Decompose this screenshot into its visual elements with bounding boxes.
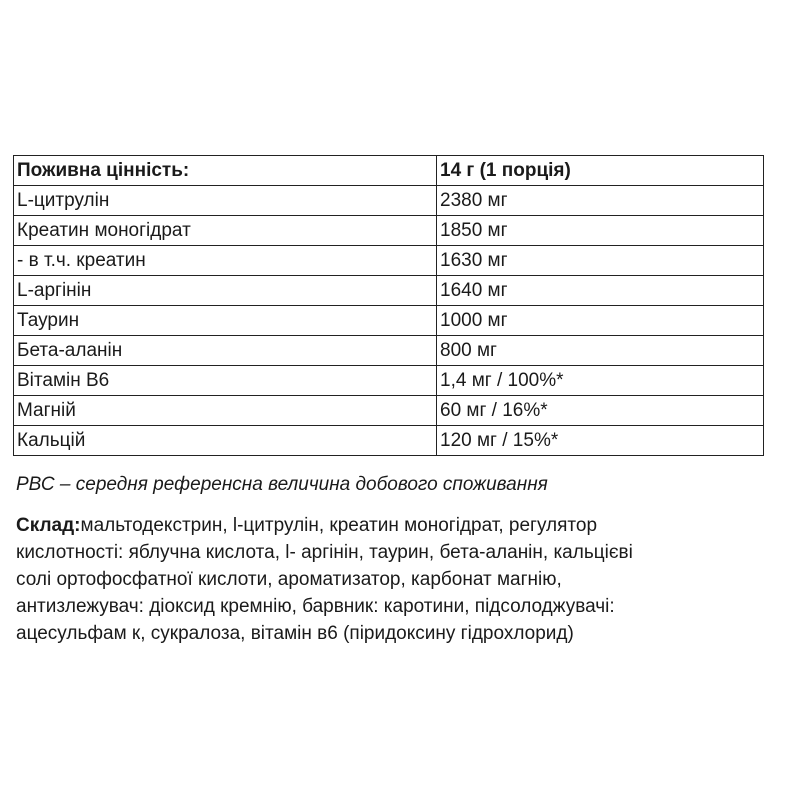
nutrient-amount: 1640 мг [437,276,764,306]
composition-line: ацесульфам к, сукралоза, вітамін в6 (піридоксину гідрохлорид) [16,623,574,644]
composition-line [16,512,766,539]
nutrient-name: Таурин [14,306,437,336]
nutrient-amount: 1850 мг [437,216,764,246]
composition-text: мальтодекстрин, l-цитрулін, креатин моногідрат, регулятор [80,515,598,536]
table-row [14,426,764,456]
nutrient-name: L-цитрулін [14,186,437,216]
composition-block [16,512,766,647]
nutrient-amount: 1000 мг [437,306,764,336]
nutrient-amount: 2380 мг [437,186,764,216]
header-serving: 14 г (1 порція) [437,156,764,186]
table-row [14,186,764,216]
nutrient-amount: 1630 мг [437,246,764,276]
table-row [14,336,764,366]
reference-value-footnote: РВС – середня референсна величина добового споживання [16,474,548,495]
nutrient-name: - в т.ч. креатин [14,246,437,276]
nutrient-name: Кальцій [14,426,437,456]
table-row [14,246,764,276]
nutrient-name: Магній [14,396,437,426]
composition-label: Склад: [16,515,81,536]
table-header-row [14,156,764,186]
nutrient-name: L-аргінін [14,276,437,306]
composition-line: антизлежувач: діоксид кремнію, барвник: каротини, підсолоджувачі: [16,596,615,617]
nutrient-amount: 120 мг / 15%* [437,426,764,456]
nutrient-name: Бета-аланін [14,336,437,366]
nutrition-table [13,155,764,456]
table-row [14,366,764,396]
table-row [14,396,764,426]
nutrient-name: Креатин моногідрат [14,216,437,246]
table-row [14,276,764,306]
nutrient-name: Вітамін В6 [14,366,437,396]
nutrient-amount: 1,4 мг / 100%* [437,366,764,396]
composition-line: кислотності: яблучна кислота, l- аргінін, таурин, бета-аланін, кальцієві [16,542,633,563]
table-row [14,306,764,336]
composition-line: солі ортофосфатної кислоти, ароматизатор, карбонат магнію, [16,569,562,590]
nutrient-amount: 60 мг / 16%* [437,396,764,426]
header-nutrient: Поживна цінність: [14,156,437,186]
table-row [14,216,764,246]
nutrient-amount: 800 мг [437,336,764,366]
